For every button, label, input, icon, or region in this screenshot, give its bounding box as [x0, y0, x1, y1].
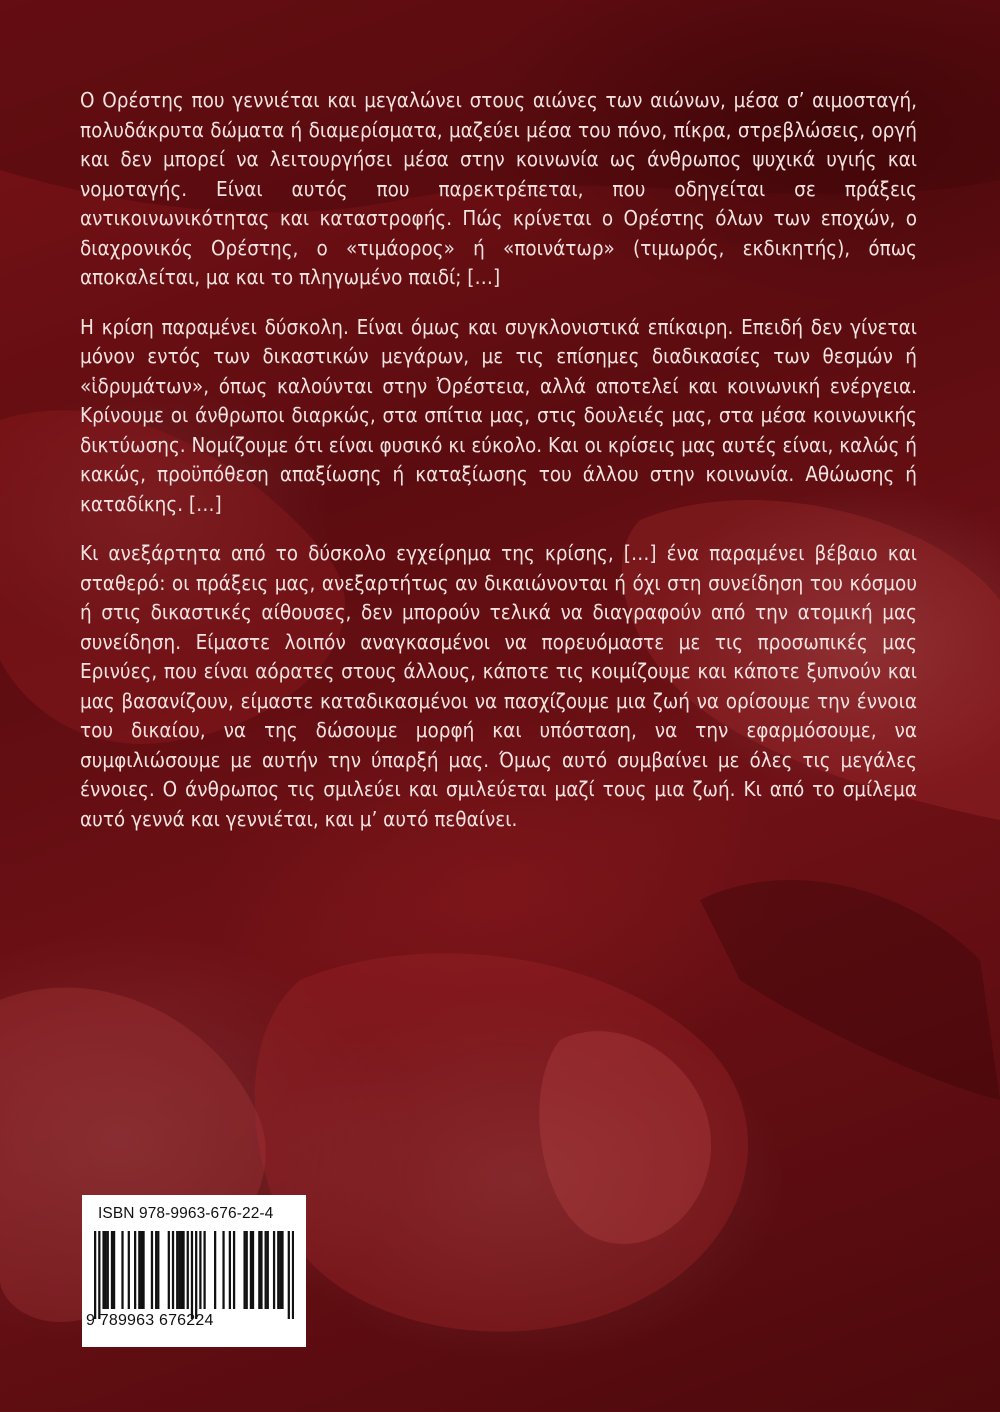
barcode-icon [94, 1231, 294, 1319]
barcode-bar [222, 1231, 224, 1309]
barcode-bar [187, 1231, 189, 1309]
barcode-bar [105, 1231, 107, 1309]
blurb-paragraph-2: Η κρίση παραμένει δύσκολη. Είναι όμως και συγκλονιστικά επίκαιρη. Επειδή δεν γίνεται μόνον εντός των δικαστικών μεγάρων, με τις επίσημες διαδικασίες των θεσμών ή «ἱδρυμάτων», όπως καλούνται στην Ὀρέστεια, αλλά αποτελεί και κοινωνική ενέργεια. Κρίνουμε οι άνθρωποι διαρκώς, στα σπίτια μας, στις δουλειές μας, στα μέσα κοινωνικής δικτύωσης. Νομίζουμε ότι είναι φυσικό κι εύκολο. Και οι κρίσεις μας αυτές είναι, καλώς ή κακώς, προϋπόθεση απαξίωσης ή καταξίωσης του άλλου στην κοινωνία. Αθώωσης ή καταδίκης. […] [80, 314, 917, 516]
barcode-bar [134, 1231, 136, 1309]
barcode-bar [138, 1231, 140, 1309]
barcode-bar [191, 1231, 193, 1319]
barcode-bar [229, 1231, 231, 1309]
barcode-bar [111, 1231, 113, 1309]
barcode-bar [273, 1231, 275, 1309]
barcode-bar [281, 1231, 283, 1309]
barcode-bar [151, 1231, 153, 1309]
isbn-barcode-box [82, 1195, 306, 1347]
barcode-bar [265, 1231, 267, 1309]
barcode-bar [142, 1231, 144, 1309]
barcode-bar [260, 1231, 262, 1309]
barcode-bar [140, 1231, 142, 1309]
barcode-bar [182, 1231, 184, 1309]
barcode-bar [243, 1231, 245, 1309]
ean-digits: 9 789963 676224 [86, 1312, 214, 1329]
blurb-paragraph-1: Ο Ορέστης που γεννιέται και μεγαλώνει στους αιώνες των αιώνων, μέσα σ’ αιμοσταγή, πολυδάκρυτα δώματα ή διαμερίσματα, μαζεύει μέσα του πόνο, πίκρα, στρεβλώσεις, οργή και δεν μπορεί να λειτουργήσει μέσα στην κοινωνία ως άνθρωπος ψυχικά υγιής και νομοταγής. Είναι αυτός που παρεκτρέπεται, που οδηγείται σε πράξεις αντικοινωνικότητας και καταστροφής. Πώς κρίνεται ο Ορέστης όλων των εποχών, ο διαχρονικός Ορέστης, ο «τιμάορος» ή «ποινάτωρ» (τιμωρός, εκδικητής), όπως αποκαλείται, μα και το πληγωμένο παιδί; […] [80, 88, 917, 289]
barcode-bar [102, 1231, 104, 1309]
barcode-bar [98, 1231, 100, 1319]
barcode-bar [214, 1231, 216, 1309]
barcode-bar [246, 1231, 248, 1309]
barcode-bar [258, 1231, 260, 1309]
barcode-bar [252, 1231, 254, 1309]
blurb-text [80, 86, 917, 854]
barcode-bar [107, 1231, 109, 1309]
barcode-bar [94, 1231, 96, 1319]
barcode-bar [195, 1231, 197, 1319]
barcode-bar [203, 1231, 205, 1309]
barcode-bar [178, 1231, 180, 1309]
barcode-bar [113, 1231, 115, 1309]
barcode-bar [292, 1231, 294, 1319]
barcode-bar [172, 1231, 174, 1309]
barcode-bar [277, 1231, 279, 1309]
barcode-bar [180, 1231, 182, 1309]
barcode-bar [121, 1231, 123, 1309]
barcode-bar [157, 1231, 159, 1309]
barcode-bar [279, 1231, 281, 1309]
barcode-bar [155, 1231, 157, 1309]
barcode-bar [128, 1231, 130, 1309]
barcode-bar [267, 1231, 269, 1309]
barcode-bar [233, 1231, 235, 1309]
barcode-bar [168, 1231, 170, 1309]
barcode-bar [288, 1231, 290, 1319]
blurb-paragraph-3: Κι ανεξάρτητα από το δύσκολο εγχείρημα της κρίσης, […] ένα παραμένει βέβαιο και σταθερό: οι πράξεις μας, ανεξαρτήτως αν δικαιώνονται ή όχι στη συνείδηση του κόσμου ή στις δικαστικές αίθουσες, δεν μπορούν τελικά να διαγραφούν από την ατομική μας συνείδηση. Είμαστε λοιπόν αναγκασμένοι να πορευόμαστε με τις προσωπικές μας Ερινύες, που είναι αόρατες στους άλλους, κάποτε τις κοιμίζουμε και κάποτε ξυπνούν και μας βασανίζουν, είμαστε καταδικασμένοι να πασχίζουμε μια ζωή να ορίσουμε την έννοια του δικαίου, να της δώσουμε μορφή και υπόσταση, να την εφαρμόσουμε, να συμφιλιώσουμε με αυτήν την ύπαρξή μας. Όμως αυτό συμβαίνει με όλες τις μεγάλες έννοιες. Ο άνθρωπος τις σμιλεύει και σμιλεύεται μαζί τους μια ζωή. Κι από το σμίλεμα αυτό γεννά και γεννιέται, και μ’ αυτό πεθαίνει. [80, 541, 917, 831]
isbn-number: ISBN 978-9963-676-22-4 [98, 1205, 274, 1222]
barcode-bar [176, 1231, 178, 1309]
barcode-bar [250, 1231, 252, 1309]
barcode-bar [199, 1231, 201, 1309]
